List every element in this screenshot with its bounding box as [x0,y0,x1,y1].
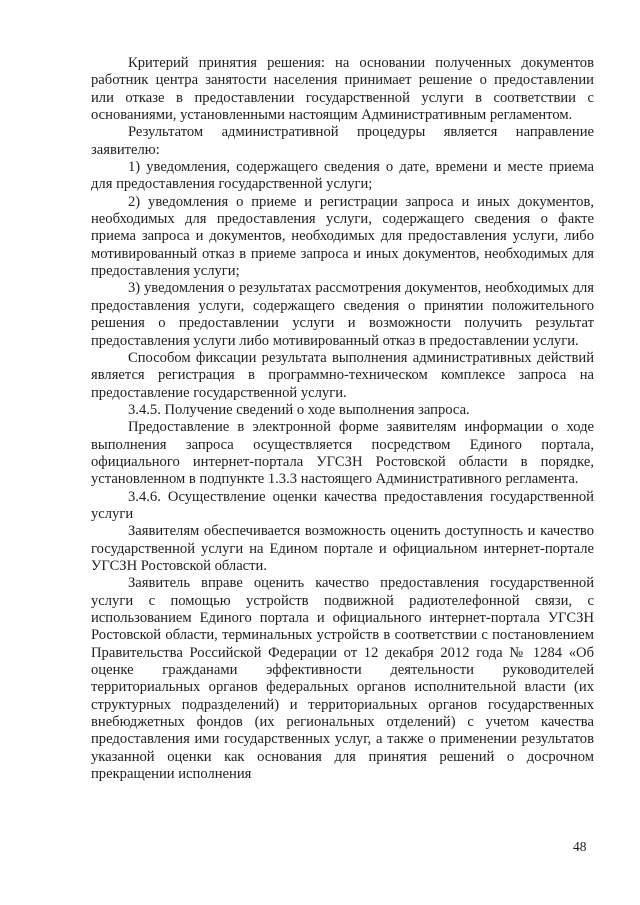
paragraph-applicant-rights: Заявитель вправе оценить качество предоставления государственной услуги с помощью устройств подвижной радиотелефонной связи, с использованием Единого портала и официального интернет-портала УГСЗН Ростовской области, терминальных устройств в соответствии с постановлением Правительства Российской Федерации от 12 декабря 2012 года № 1284 «Об оценке гражданами эффективности деятельности руководителей территориальных органов федеральных органов исполнительной власти (их структурных подразделений) и территориальных органов государственных внебюджетных фондов (их региональных отделений) с учетом качества предоставления ими государственных услуг, а также о применении результатов указанной оценки как основания для принятия решений о досрочном прекращении исполнения [91,575,594,783]
paragraph-quality-assessment: Заявителям обеспечивается возможность оценить доступность и качество государственной услуги на Едином портале и официальном интернет-портале УГСЗН Ростовской области. [91,523,594,574]
list-item-notification-3: 3) уведомления о результатах рассмотрения документов, необходимых для предоставления услуги, содержащего сведения о принятии положительного решения о предоставлении услуги и возможности получить результат предоставления услуги либо мотивированный отказ в предоставлении услуги. [91,280,594,349]
paragraph-electronic-info: Предоставление в электронной форме заявителям информации о ходе выполнения запроса осуществляется посредством Единого портала, официального интернет-портала УГСЗН Ростовской области в порядке, установленном в подпункте 1.3.3 настоящего Административного регламента. [91,419,594,488]
paragraph-procedure-result: Результатом административной процедуры является направление заявителю: [91,124,594,158]
paragraph-decision-criterion: Критерий принятия решения: на основании полученных документов работник центра занятости населения принимает решение о предоставлении или отказе в предоставлении государственной услуги в соответствии с основаниями, установленными настоящим Административным регламентом. [91,55,594,124]
paragraph-fixation-method: Способом фиксации результата выполнения административных действий является регистрация в программно-техническом комплексе запроса на предоставление государственной услуги. [91,349,594,401]
list-item-notification-2: 2) уведомления о приеме и регистрации запроса и иных документов, необходимых для предоставления услуги, содержащего сведения о факте приема запроса и документов, необходимых для предоставления услуги, либо мотивированный отказ в приеме запроса и иных документов, необходимых для предоставления услуги; [91,193,594,280]
section-heading-3-4-5: 3.4.5. Получение сведений о ходе выполнения запроса. [128,401,470,418]
document-body [91,55,594,783]
section-heading-3-4-6: 3.4.6. Осуществление оценки качества предоставления государственной услуги [91,488,594,522]
list-item-notification-1: 1) уведомления, содержащего сведения о дате, времени и месте приема для предоставления государственной услуги; [91,159,594,193]
page-number: 48 [573,839,587,854]
